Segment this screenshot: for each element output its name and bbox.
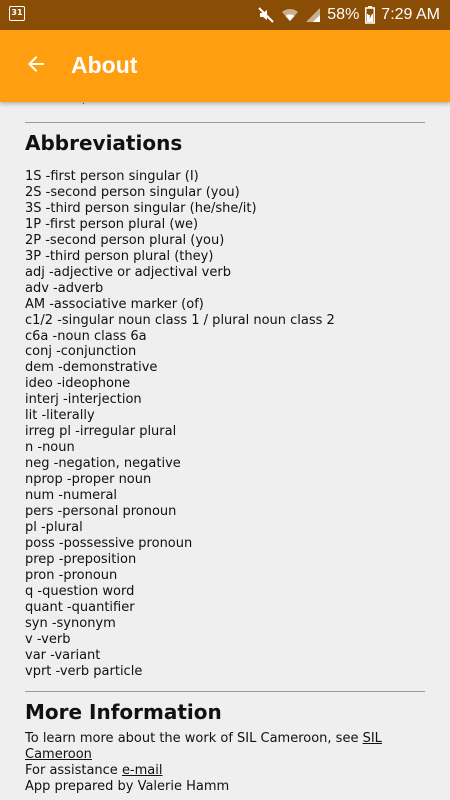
list-item: interj -interjection [25,392,142,408]
learn-more-paragraph [25,731,385,763]
mute-icon [257,6,275,24]
learn-more-text: To learn more about the work of SIL Cameroon, see [25,731,363,746]
about-content[interactable] [25,102,425,800]
list-item: q -question word [25,583,135,599]
list-item: 3S -third person singular (he/she/it) [25,200,257,216]
prepared-by-text: App prepared by Valerie Hamm [25,779,230,794]
list-item: c1/2 -singular noun class 1 / plural noun class 2 [25,312,335,328]
list-item: dem -demonstrative [25,360,158,376]
list-item: 3P -third person plural (they) [25,248,214,264]
list-item: c6a -noun class 6a [25,328,147,344]
list-item: syn -synonym [25,615,116,631]
list-item: 1P -first person plural (we) [25,216,199,232]
arrow-back-icon [24,52,48,80]
list-item: n -noun [25,440,75,456]
abbreviations-list [25,169,335,680]
list-item: nprop -proper noun [25,472,152,488]
signal-icon [305,7,321,23]
sil-cameroon-link[interactable]: SIL Cameroon [25,731,382,762]
divider [25,122,425,123]
app-bar [0,30,450,102]
back-button[interactable] [14,44,58,88]
battery-icon [365,6,375,24]
list-item: prep -preposition [25,551,137,567]
status-bar [0,0,450,30]
list-item: ideo -ideophone [25,376,131,392]
list-item: v -verb [25,631,71,647]
status-indicators [257,0,440,30]
list-item: vprt -verb particle [25,663,143,679]
abbreviations-heading: Abbreviations [25,131,183,155]
list-item: quant -quantifier [25,599,135,615]
more-information-text [25,731,385,795]
list-item: neg -negation, negative [25,456,181,472]
list-item: pers -personal pronoun [25,504,177,520]
battery-percent: 58% [327,6,360,23]
wifi-icon [281,6,299,24]
list-item: adj -adjective or adjectival verb [25,264,231,280]
page-title: About [71,52,138,78]
list-item: lit -literally [25,408,95,424]
assistance-paragraph [25,763,385,779]
list-item: num -numeral [25,488,118,504]
list-item: adv -adverb [25,280,104,296]
list-item: pron -pronoun [25,567,118,583]
list-item: pl -plural [25,519,83,535]
clipped-text-fragment: · [82,102,86,110]
list-item: var -variant [25,647,101,663]
calendar-notification-icon: 31 [9,6,25,21]
list-item: 1S -first person singular (I) [25,169,199,184]
list-item: irreg pl -irregular plural [25,424,177,440]
email-link[interactable]: e-mail [121,763,163,778]
assistance-text: For assistance [25,763,122,778]
more-information-heading: More Information [25,700,222,724]
clock: 7:29 AM [381,6,440,23]
list-item: AM -associative marker (of) [25,296,204,312]
list-item: poss -possessive pronoun [25,535,193,551]
list-item: 2P -second person plural (you) [25,232,225,248]
divider [25,691,425,692]
list-item: conj -conjunction [25,344,137,360]
list-item: 2S -second person singular (you) [25,184,240,200]
